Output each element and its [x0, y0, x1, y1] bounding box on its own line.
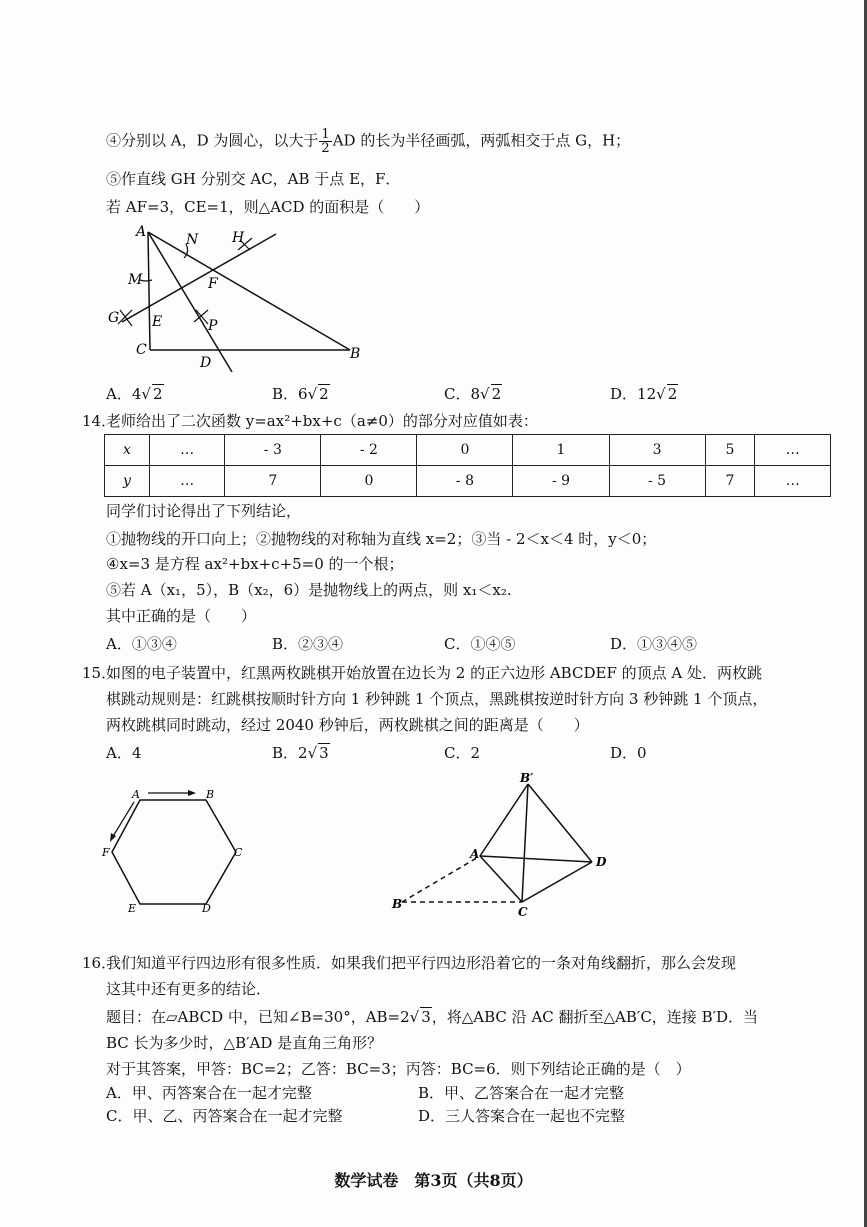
q16-option-d: D．三人答案合在一起也不完整	[418, 1107, 626, 1125]
q15-option-a: A．4	[106, 744, 142, 762]
q14-stem: 老师给出了二次函数 y=ax²+bx+c（a≠0）的部分对应值如表：	[106, 412, 538, 430]
q14-conclusion-1: ①抛物线的开口向上；②抛物线的对称轴为直线 x=2；③当 - 2＜x＜4 时，y＜0；	[106, 530, 657, 548]
q13-step4-text: ④分别以 A，D 为圆心，以大于	[106, 131, 319, 150]
q15-line-1: 如图的电子装置中，红黑两枚跳棋开始放置在边长为 2 的正六边形 ABCDEF 的顶点 A 处．两枚跳	[106, 664, 762, 682]
opt-letter: B．	[272, 385, 299, 403]
hexagon-ABCDEF	[112, 800, 236, 904]
q15-option-b: B．2√ 3	[272, 744, 329, 762]
segment-BpC	[522, 784, 528, 902]
q14-question: 其中正确的是（ ）	[106, 607, 257, 625]
segment-DC	[522, 862, 592, 902]
arrowhead-counterclockwise	[110, 833, 116, 842]
segment-AC	[480, 856, 522, 902]
table-cell: …	[755, 466, 831, 497]
label-P: P	[208, 318, 218, 334]
q14-conclusion-2: ④x=3 是方程 ax²+bx+c+5=0 的一个根；	[106, 555, 404, 573]
table-cell: 1	[513, 435, 609, 466]
q16-radicand: 3	[421, 1008, 431, 1026]
opt-coef: 4	[131, 385, 142, 403]
q14-number: 14．	[82, 412, 117, 430]
table-cell: 7	[705, 466, 755, 497]
hex-label-D: D	[202, 902, 211, 915]
table-cell: - 9	[513, 466, 609, 497]
table-cell: 0	[321, 466, 417, 497]
q13-option-c: C．8√ 2	[444, 385, 502, 403]
label-A: A	[136, 224, 147, 240]
line-GH	[122, 234, 276, 322]
fig-label-C: C	[518, 905, 528, 919]
q13-step4-tail: AD 的长为半径画弧，两弧相交于点 G，H；	[332, 131, 631, 150]
fig-label-A: A	[470, 847, 480, 861]
table-row-y	[105, 466, 831, 497]
q16-line-4: BC 长为多少时，△B′AD 是直角三角形？	[106, 1034, 383, 1052]
table-cell: x	[105, 435, 150, 466]
q16-line-3b: ，将△ABC 沿 AC 翻折至△AB′C，连接 B′D．当	[431, 1008, 759, 1026]
q14-option-a: A．①③④	[106, 635, 177, 653]
segment-AD	[480, 856, 592, 862]
q16-line-3a: 题目：在▱ABCD 中，已知∠B=30°，AB=2	[106, 1008, 410, 1026]
table-cell: 0	[417, 435, 513, 466]
opt-letter: B．2	[272, 744, 308, 762]
hex-label-A: A	[132, 788, 140, 801]
q16-option-c: C．甲、乙、丙答案合在一起才完整	[106, 1107, 343, 1125]
q13-option-a: A．4√ 2	[106, 385, 163, 403]
hex-label-B: B	[206, 788, 215, 801]
segment-AC	[148, 232, 150, 350]
q15-option-c: C．2	[444, 744, 481, 762]
q16-number: 16．	[82, 954, 117, 972]
q14-conclusion-3: ⑤若 A（x₁，5），B（x₂，6）是抛物线上的两点，则 x₁＜x₂.	[106, 581, 512, 599]
table-row-x	[105, 435, 831, 466]
opt-letter: A．	[106, 385, 132, 403]
q13-figure	[100, 222, 380, 372]
table-cell: y	[105, 466, 150, 497]
segment-BA-dashed	[402, 856, 480, 902]
opt-radicand: 3	[319, 744, 329, 762]
q15-line-2: 棋跳动规则是：红跳棋按顺时针方向 1 秒钟跳 1 个顶点，黑跳棋按逆时针方向 3 秒钟跳 1 个顶点，	[106, 690, 768, 708]
q13-step5: ⑤作直线 GH 分别交 AC，AB 于点 E，F．	[106, 170, 401, 188]
table-cell: 5	[705, 435, 755, 466]
opt-coef: 6	[298, 385, 308, 403]
q14-option-b: B．②③④	[272, 635, 344, 653]
page-footer: 数学试卷 第3页（共8页）	[334, 1171, 533, 1190]
opt-letter: D．	[610, 385, 638, 403]
hex-label-F: F	[102, 846, 110, 859]
table-cell: …	[755, 435, 831, 466]
table-cell: …	[149, 466, 224, 497]
q13-question: 若 AF=3，CE=1，则△ACD 的面积是（ ）	[106, 198, 430, 216]
q15-line-3: 两枚跳棋同时跳动，经过 2040 秒钟后，两枚跳棋之间的距离是（ ）	[106, 716, 589, 734]
q16-option-a: A．甲、丙答案合在一起才完整	[106, 1084, 312, 1102]
frac-numerator: 1	[321, 127, 330, 142]
opt-radicand: 2	[667, 385, 678, 403]
label-C: C	[136, 342, 147, 358]
opt-coef: 12	[637, 385, 657, 403]
q16-option-b: B．甲、乙答案合在一起才完整	[418, 1084, 625, 1102]
q13-step4	[106, 128, 630, 155]
q15-number: 15．	[82, 664, 117, 682]
label-G: G	[108, 310, 120, 326]
q14-option-d: D．①③④⑤	[610, 635, 698, 653]
table-cell: - 8	[417, 466, 513, 497]
q14-option-c: C．①④⑤	[444, 635, 516, 653]
q16-line-5: 对于其答案，甲答：BC=2；乙答：BC=3；丙答：BC=6．则下列结论正确的是（ ）	[106, 1060, 691, 1078]
label-H: H	[232, 230, 245, 246]
fig-label-D: D	[596, 855, 607, 869]
q13-option-b: B．6√ 2	[272, 385, 329, 403]
segment-BpA	[480, 784, 528, 856]
label-E: E	[152, 314, 163, 330]
label-N: N	[186, 232, 199, 248]
q16-line-3: 题目：在▱ABCD 中，已知∠B=30°，AB=2√ 3，将△ABC 沿 AC 翻折至△AB′C，连接 B′D．当	[106, 1008, 759, 1026]
q15-option-d: D．0	[610, 744, 647, 762]
q14-value-table	[104, 434, 831, 497]
q14-intro: 同学们讨论得出了下列结论，	[106, 502, 302, 520]
q16-line-2: 这其中还有更多的结论．	[106, 980, 272, 998]
q13-option-d: D．12√ 2	[610, 385, 678, 403]
segment-AD	[148, 232, 232, 372]
table-cell: …	[149, 435, 224, 466]
q16-line-1: 我们知道平行四边形有很多性质．如果我们把平行四边形沿着它的一条对角线翻折，那么会发现	[106, 954, 737, 972]
label-M: M	[128, 272, 143, 288]
q16-fold-figure	[390, 770, 630, 920]
label-D: D	[200, 355, 212, 371]
opt-radicand: 2	[491, 385, 502, 403]
fraction-half	[319, 128, 331, 155]
hexagon-figure	[96, 780, 256, 920]
opt-radicand: 2	[319, 385, 329, 403]
label-F: F	[208, 276, 218, 292]
fig-label-B: B	[392, 897, 403, 911]
fig-label-Bprime: B′	[520, 771, 534, 785]
table-cell: 3	[609, 435, 705, 466]
opt-coef: 8	[470, 385, 481, 403]
table-cell: - 2	[321, 435, 417, 466]
hex-label-E: E	[128, 902, 137, 915]
label-B: B	[350, 346, 361, 362]
frac-denominator: 2	[321, 141, 330, 156]
arrowhead-clockwise	[188, 790, 196, 796]
opt-radicand: 2	[152, 385, 163, 403]
hex-label-C: C	[234, 846, 243, 859]
table-cell: - 5	[609, 466, 705, 497]
opt-letter: C．	[444, 385, 471, 403]
table-cell: - 3	[225, 435, 321, 466]
segment-BpD	[528, 784, 592, 862]
table-cell: 7	[225, 466, 321, 497]
